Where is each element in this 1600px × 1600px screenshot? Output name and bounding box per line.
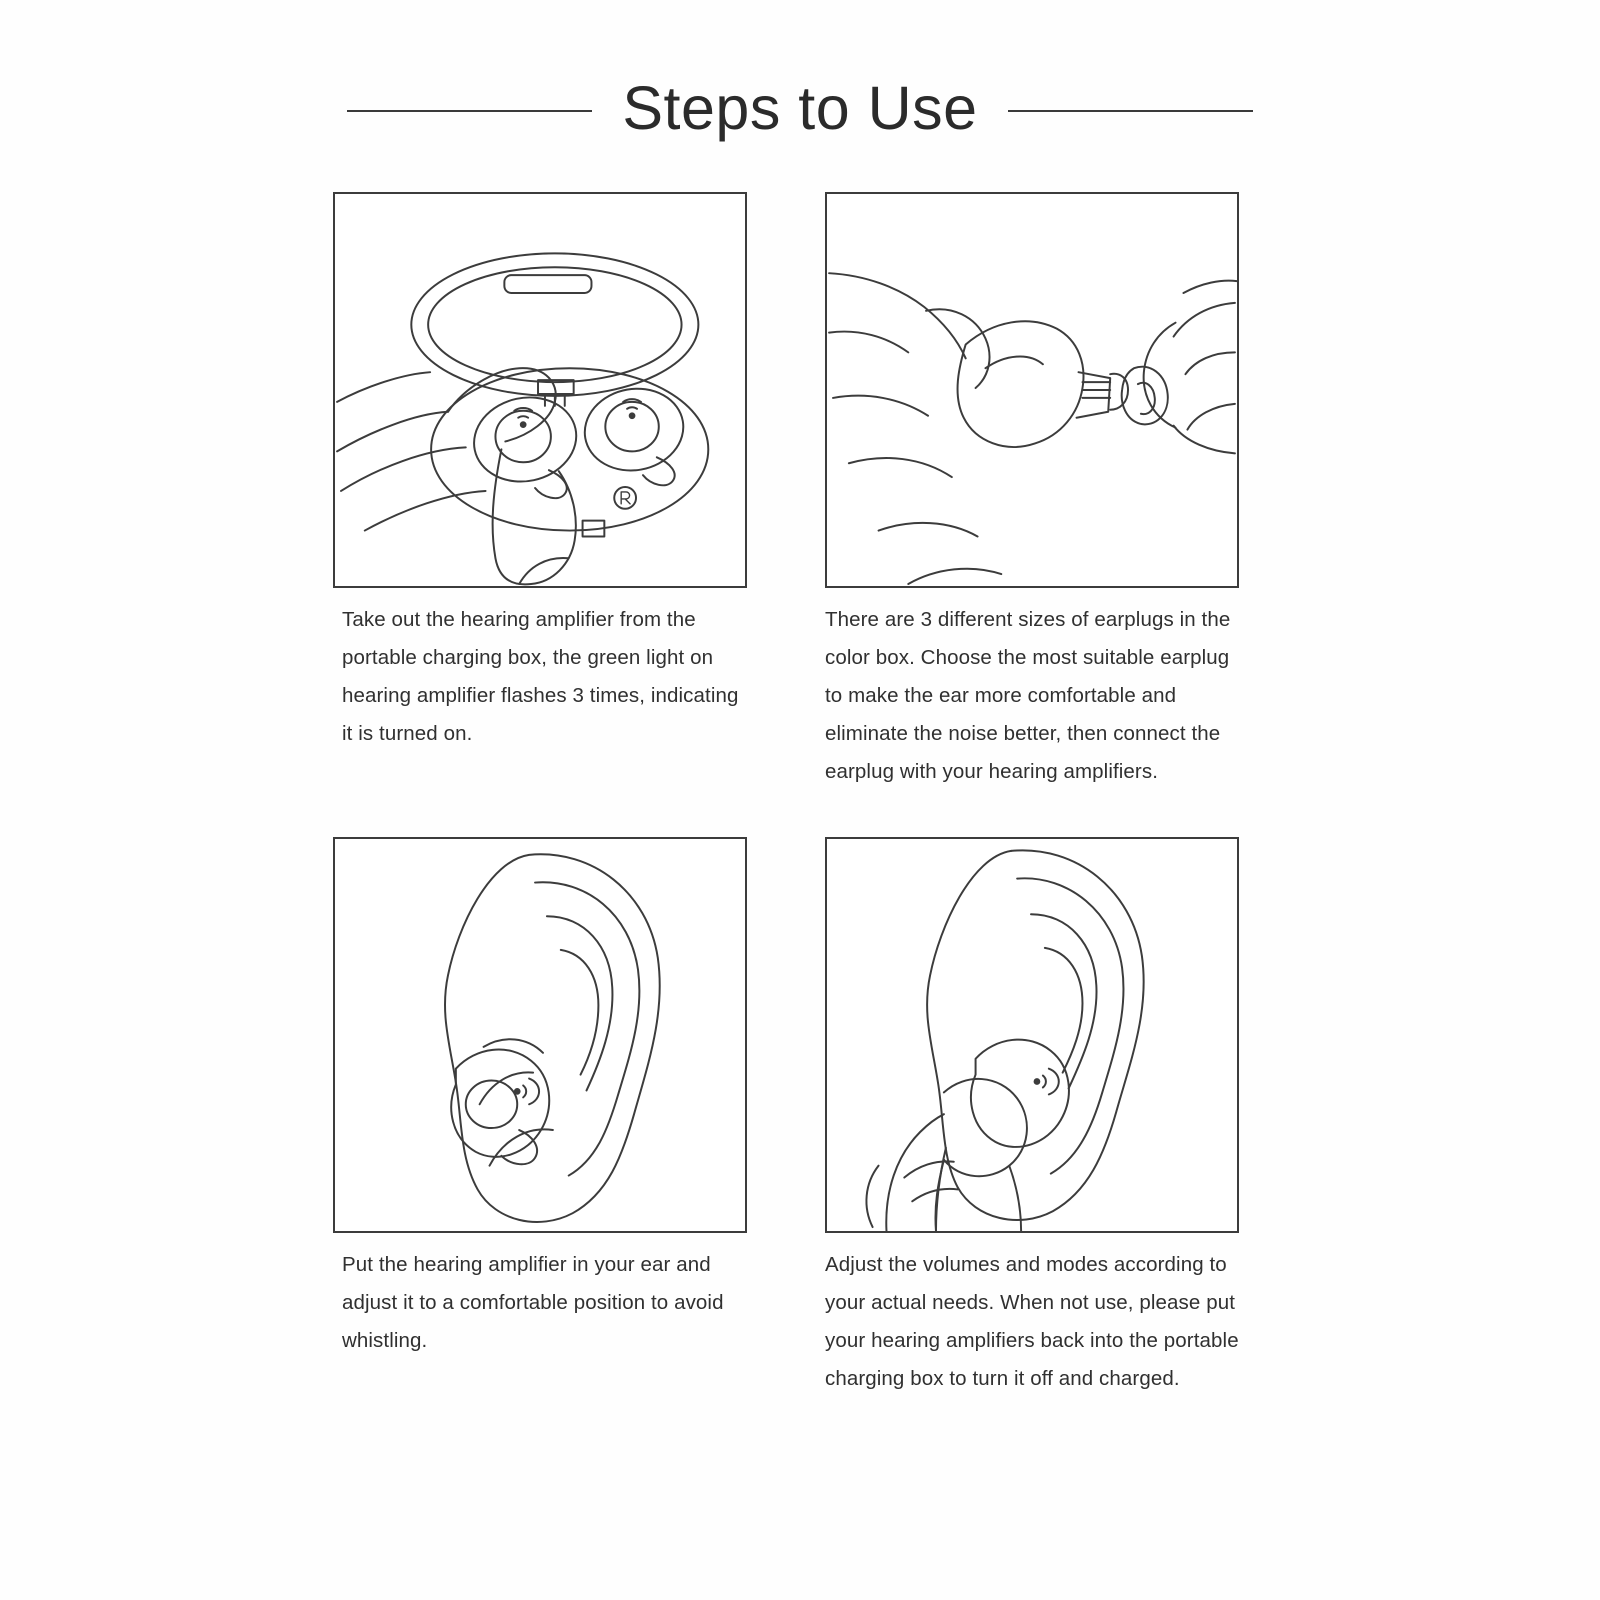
steps-row-1 [333,192,1241,791]
step-3-caption: Put the hearing amplifier in your ear and adjust it to a comfortable position to avoid whistling. [342,1253,724,1352]
step-1-figure [333,192,747,588]
step-4-figure [825,837,1239,1233]
step-3-figure [333,837,747,1233]
page-header [0,66,1600,156]
volume-adjust-illustration [827,839,1237,1231]
step-4 [825,837,1241,1398]
step-4-caption: Adjust the volumes and modes according to your actual needs. When not use, please put your hearing amplifiers back into the portable charging box to turn it off and charged. [825,1253,1239,1390]
header-rule-right [1008,110,1253,112]
step-2-figure [825,192,1239,588]
steps-row-2 [333,837,1241,1398]
steps-grid [333,192,1241,1398]
step-2 [825,192,1241,791]
step-1-caption: Take out the hearing amplifier from the portable charging box, the green light on hearing amplifier flashes 3 times, indicating it is turned on. [342,608,739,745]
page-title: Steps to Use [622,73,978,142]
step-3 [333,837,749,1398]
header-rule-left [347,110,592,112]
step-1 [333,192,749,791]
charging-case-illustration [335,194,745,586]
ear-insertion-illustration [335,839,745,1231]
earplug-attachment-illustration [827,194,1237,586]
step-2-caption: There are 3 different sizes of earplugs in the color box. Choose the most suitable earplug to make the ear more comfortable and eliminate the noise better, then connect the earplug with your hearing amplifiers. [825,608,1231,783]
